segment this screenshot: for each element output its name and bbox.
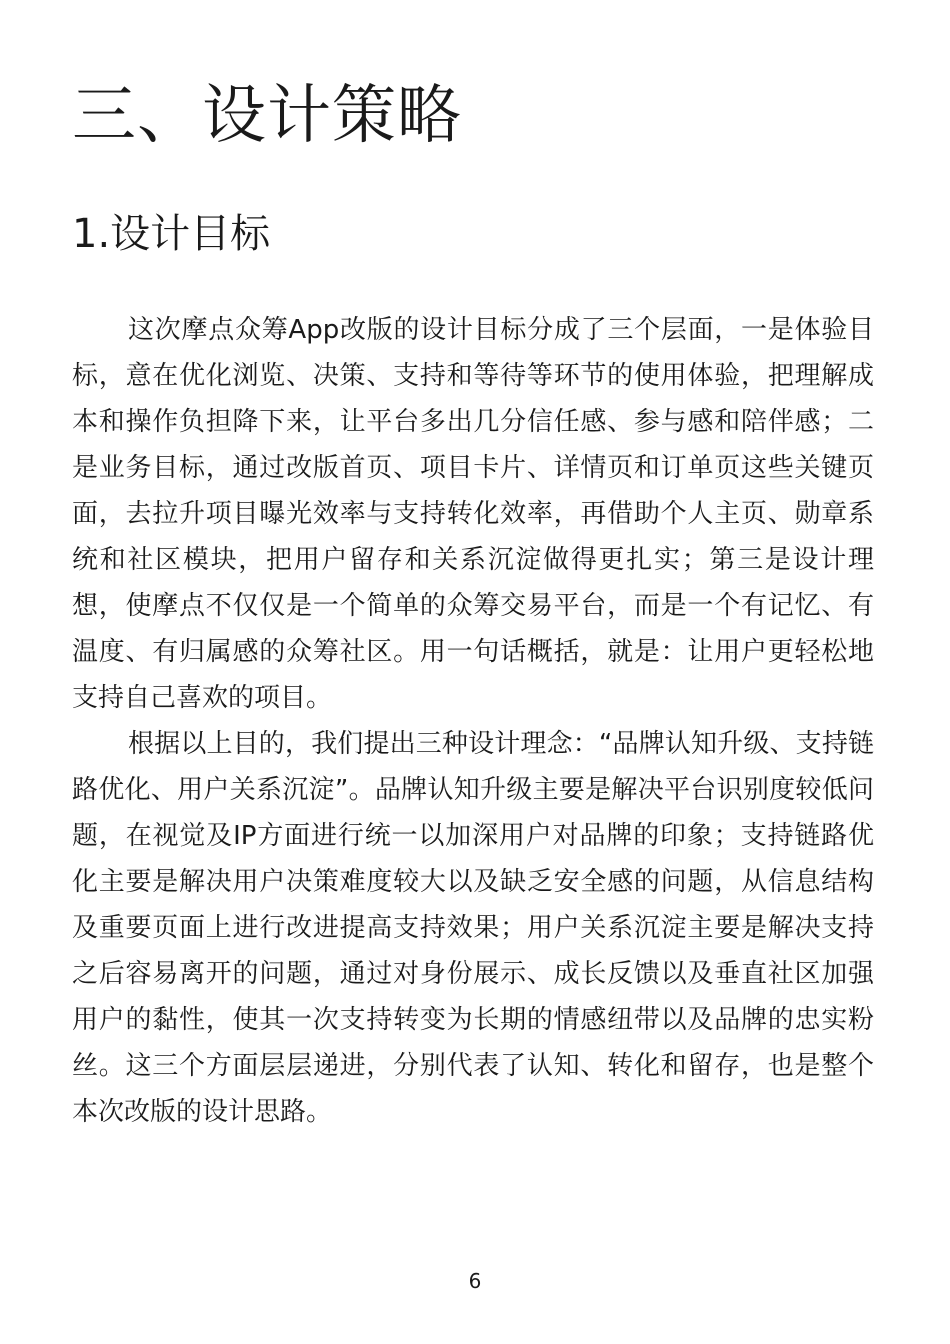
paragraph-design-goals: 这次摩点众筹App改版的设计目标分成了三个层面，一是体验目标，意在优化浏览、决策、支持和等待等环节的使用体验，把理解成本和操作负担降下来，让平台多出几分信任感、参与感和陪伴感；二是业务目标，通过改版首页、项目卡片、详情页和订单页这些关键页面，去拉升项目曝光效率与支持转化效率，再借助个人主页、勋章系统和社区模块，把用户留存和关系沉淀做得更扎实；第三是设计理想，使摩点不仅仅是一个简单的众筹交易平台，而是一个有记忆、有温度、有归属感的众筹社区。用一句话概括，就是：让用户更轻松地支持自己喜欢的项目。: [72, 315, 874, 713]
page-number: 6: [468, 1269, 482, 1293]
body-text: [72, 307, 874, 1135]
section-title: 1.设计目标: [72, 211, 271, 257]
chapter-title: 三、设计策略: [72, 79, 462, 153]
paragraph-design-concepts: 根据以上目的，我们提出三种设计理念：“品牌认知升级、支持链路优化、用户关系沉淀”。品牌认知升级主要是解决平台识别度较低问题，在视觉及IP方面进行统一以加深用户对品牌的印象；支持链路优化主要是解决用户决策难度较大以及缺乏安全感的问题，从信息结构及重要页面上进行改进提高支持效果；用户关系沉淀主要是解决支持之后容易离开的问题，通过对身份展示、成长反馈以及垂直社区加强用户的黏性，使其一次支持转变为长期的情感纽带以及品牌的忠实粉丝。这三个方面层层递进，分别代表了认知、转化和留存，也是整个本次改版的设计思路。: [72, 729, 874, 1127]
